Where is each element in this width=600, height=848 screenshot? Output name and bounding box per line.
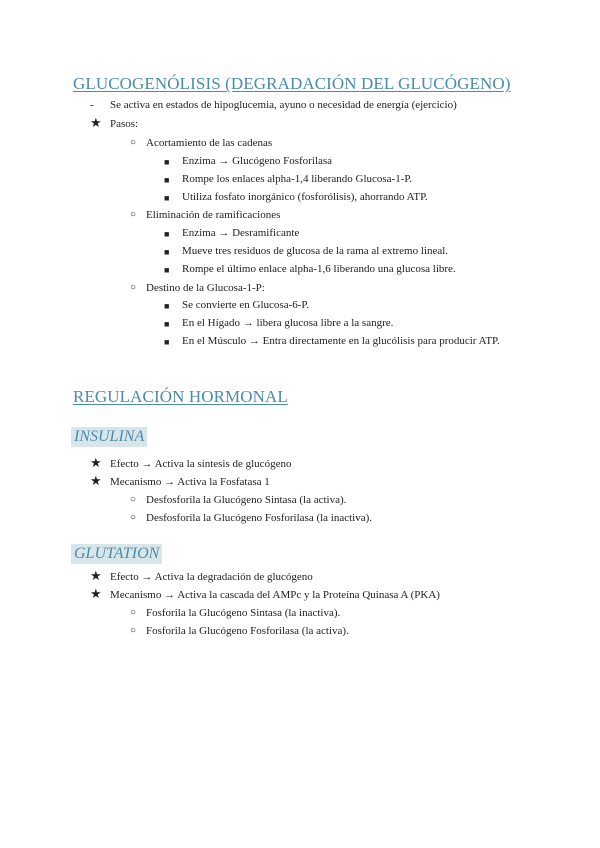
star-bullet-icon: ★ bbox=[90, 568, 102, 583]
square-bullet-icon: ■ bbox=[164, 247, 170, 257]
subheading-glutation: GLUTATION bbox=[71, 544, 162, 564]
glutation-efecto: Efecto → Activa la degradación de glucógeno bbox=[110, 571, 313, 583]
circle-bullet-icon: ○ bbox=[130, 494, 137, 505]
square-bullet-icon: ■ bbox=[164, 301, 170, 311]
intro-text: Se activa en estados de hipoglucemia, ayuno o necesidad de energía (ejercicio) bbox=[110, 99, 457, 111]
circle-bullet-icon: ○ bbox=[130, 625, 137, 636]
step-item: Utiliza fosfato inorgánico (fosforólisis), ahorrando ATP. bbox=[182, 191, 428, 203]
star-bullet-icon: ★ bbox=[90, 586, 102, 601]
star-bullet-icon: ★ bbox=[90, 115, 102, 130]
pasos-label: Pasos: bbox=[110, 118, 139, 130]
star-bullet-icon: ★ bbox=[90, 473, 102, 488]
step-item: Rompe el último enlace alpha-1,6 liberando una glucosa libre. bbox=[182, 263, 456, 275]
circle-bullet-icon: ○ bbox=[130, 209, 137, 220]
step-item: Enzima → Glucógeno Fosforilasa bbox=[182, 155, 332, 167]
square-bullet-icon: ■ bbox=[164, 175, 170, 185]
square-bullet-icon: ■ bbox=[164, 319, 170, 329]
step-title: Acortamiento de las cadenas bbox=[146, 137, 273, 149]
circle-bullet-icon: ○ bbox=[130, 282, 137, 293]
square-bullet-icon: ■ bbox=[164, 193, 170, 203]
glutation-sub: Fosforila la Glucógeno Fosforilasa (la activa). bbox=[146, 625, 349, 637]
circle-bullet-icon: ○ bbox=[130, 137, 137, 148]
insulina-efecto: Efecto → Activa la síntesis de glucógeno bbox=[110, 458, 292, 470]
step-title: Destino de la Glucosa-1-P: bbox=[146, 282, 265, 294]
step-item: En el Hígado → libera glucosa libre a la sangre. bbox=[182, 317, 394, 329]
step-item: Enzima → Desramificante bbox=[182, 227, 300, 239]
insulina-sub: Desfosforila la Glucógeno Fosforilasa (la inactiva). bbox=[146, 512, 373, 524]
step-item: Mueve tres residuos de glucosa de la rama al extremo lineal. bbox=[182, 245, 449, 257]
star-bullet-icon: ★ bbox=[90, 455, 102, 470]
section-heading-glucogenolisis: GLUCOGENÓLISIS (DEGRADACIÓN DEL GLUCÓGENO) bbox=[73, 74, 511, 93]
insulina-mecanismo: Mecanismo → Activa la Fosfatasa 1 bbox=[110, 476, 270, 488]
subheading-insulina: INSULINA bbox=[71, 427, 147, 447]
step-item: Rompe los enlaces alpha-1,4 liberando Glucosa-1-P. bbox=[182, 173, 413, 185]
step-item: Se convierte en Glucosa-6-P. bbox=[182, 299, 310, 311]
circle-bullet-icon: ○ bbox=[130, 512, 137, 523]
square-bullet-icon: ■ bbox=[164, 337, 170, 347]
section-heading-regulacion: REGULACIÓN HORMONAL bbox=[73, 387, 288, 406]
circle-bullet-icon: ○ bbox=[130, 607, 137, 618]
square-bullet-icon: ■ bbox=[164, 229, 170, 239]
step-title: Eliminación de ramificaciones bbox=[146, 209, 281, 221]
step-item: En el Músculo → Entra directamente en la glucólisis para producir ATP. bbox=[182, 335, 500, 347]
square-bullet-icon: ■ bbox=[164, 157, 170, 167]
dash-bullet: - bbox=[90, 99, 94, 111]
insulina-sub: Desfosforila la Glucógeno Sintasa (la activa). bbox=[146, 494, 347, 506]
glutation-mecanismo: Mecanismo → Activa la cascada del AMPc y la Proteína Quinasa A (PKA) bbox=[110, 589, 440, 601]
glutation-sub: Fosforila la Glucógeno Sintasa (la inactiva). bbox=[146, 607, 341, 619]
square-bullet-icon: ■ bbox=[164, 265, 170, 275]
